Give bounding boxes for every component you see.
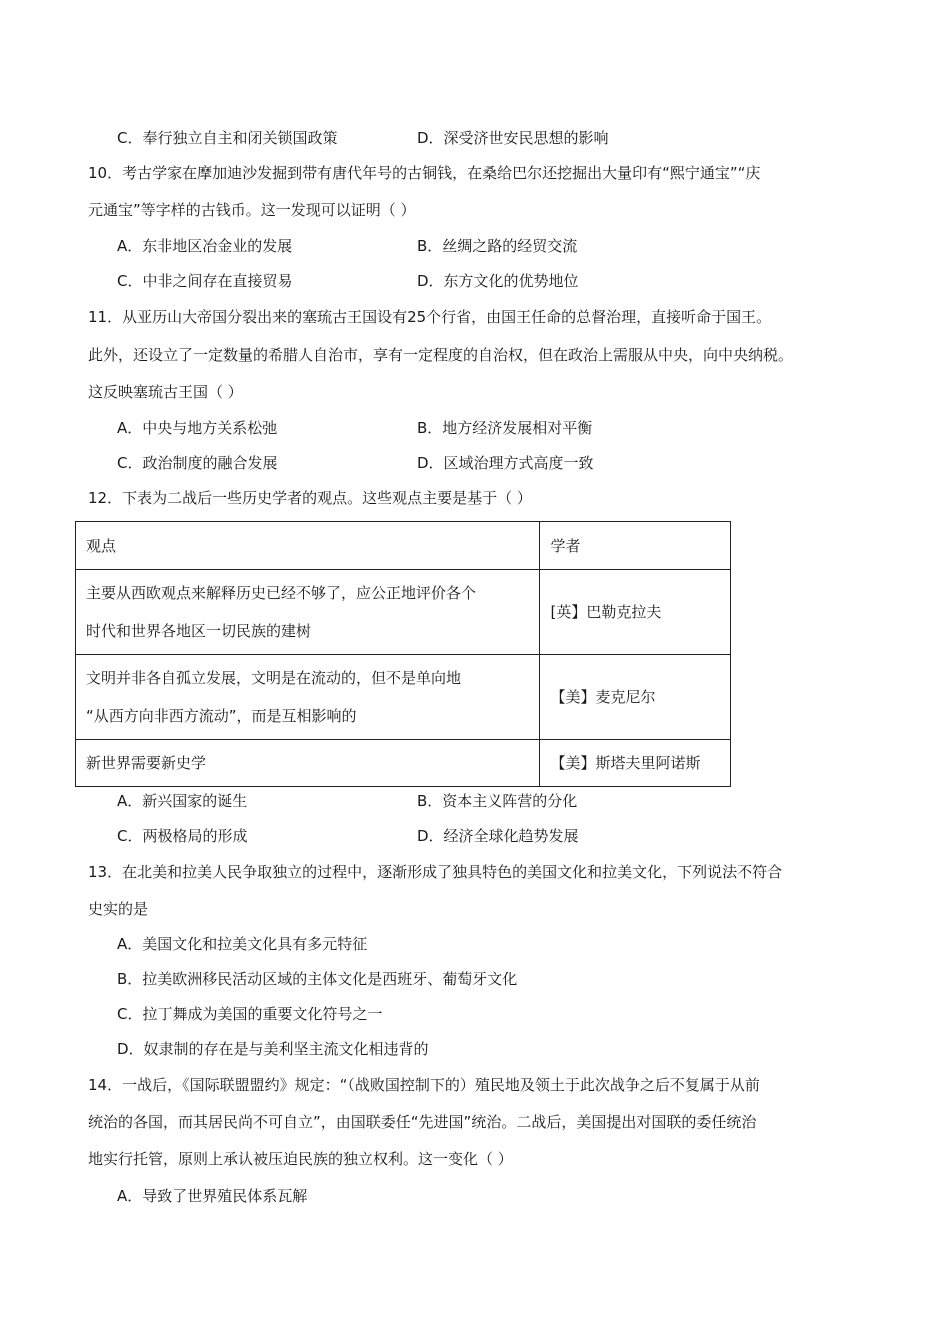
view-line: 主要从西欧观点来解释历史已经不够了，应公正地评价各个 — [86, 584, 477, 602]
q11-stem-line-2: 此外，还设立了一定数量的希腊人自治市，享有一定程度的自治权，但在政治上需服从中央，向中央纳税。 — [88, 346, 794, 364]
scholar-views-table — [75, 521, 731, 787]
q10-stem-line-2: 元通宝”等字样的古钱币。这一发现可以证明（ ） — [88, 201, 416, 219]
table-header-scholar: 学者 — [540, 522, 731, 570]
q12-option-c: C．两极格局的形成 — [117, 827, 248, 845]
table-cell-view — [76, 740, 540, 787]
q10-option-d: D．东方文化的优势地位 — [417, 272, 579, 290]
table-row — [76, 570, 731, 655]
table-row — [76, 655, 731, 740]
q12-option-a: A．新兴国家的诞生 — [117, 792, 248, 810]
view-line: 时代和世界各地区一切民族的建树 — [86, 622, 312, 640]
q11-option-c: C．政治制度的融合发展 — [117, 454, 278, 472]
table-cell-view — [76, 655, 540, 740]
q13-option-a: A．美国文化和拉美文化具有多元特征 — [117, 935, 368, 953]
q12-option-d: D．经济全球化趋势发展 — [417, 827, 579, 845]
q10-option-c: C．中非之间存在直接贸易 — [117, 272, 293, 290]
q11-stem-line-3: 这反映塞琉古王国（ ） — [88, 383, 243, 401]
q13-option-d: D．奴隶制的存在是与美利坚主流文化相违背的 — [117, 1040, 429, 1058]
table-cell-scholar: 【美】斯塔夫里阿诺斯 — [540, 740, 731, 787]
table-cell-scholar: 【美】麦克尼尔 — [540, 655, 731, 740]
q12-stem: 12．下表为二战后一些历史学者的观点。这些观点主要是基于（ ） — [88, 489, 532, 507]
q11-option-d: D．区域治理方式高度一致 — [417, 454, 594, 472]
q11-stem-line-1: 11．从亚历山大帝国分裂出来的塞琉古王国设有25个行省，由国王任命的总督治理，直接听命于国王。 — [88, 308, 772, 326]
view-line: 新世界需要新史学 — [86, 754, 207, 772]
q9-option-d: D．深受济世安民思想的影响 — [417, 129, 609, 147]
q11-option-b: B．地方经济发展相对平衡 — [417, 419, 593, 437]
table-row — [76, 740, 731, 787]
q13-stem-line-1: 13．在北美和拉美人民争取独立的过程中，逐渐形成了独具特色的美国文化和拉美文化，下列说法不符合 — [88, 863, 783, 881]
q14-stem-line-3: 地实行托管，原则上承认被压迫民族的独立权利。这一变化（ ） — [88, 1150, 513, 1168]
table-cell-scholar: [英】巴勒克拉夫 — [540, 570, 731, 655]
view-line: “从西方向非西方流动”，而是互相影响的 — [86, 707, 357, 725]
q14-option-a: A．导致了世界殖民体系瓦解 — [117, 1187, 308, 1205]
table-header-view: 观点 — [76, 522, 540, 570]
q9-option-c: C．奉行独立自主和闭关锁国政策 — [117, 129, 338, 147]
q10-stem-line-1: 10．考古学家在摩加迪沙发掘到带有唐代年号的古铜钱，在桑给巴尔还挖掘出大量印有“熙宁通宝”“庆 — [88, 164, 761, 182]
q14-stem-line-1: 14．一战后，《国际联盟盟约》规定：“（战败国控制下的）殖民地及领土于此次战争之后不复属于从前 — [88, 1076, 760, 1094]
q14-stem-line-2: 统治的各国，而其居民尚不可自立”，由国联委任“先进国”统治。二战后，美国提出对国联的委任统治 — [88, 1113, 757, 1131]
q13-option-b: B．拉美欧洲移民活动区域的主体文化是西班牙、葡萄牙文化 — [117, 970, 518, 988]
q13-option-c: C．拉丁舞成为美国的重要文化符号之一 — [117, 1005, 383, 1023]
q12-option-b: B．资本主义阵营的分化 — [417, 792, 578, 810]
table-cell-view — [76, 570, 540, 655]
table-header-row — [76, 522, 731, 570]
q10-option-b: B．丝绸之路的经贸交流 — [417, 237, 578, 255]
view-line: 文明并非各自孤立发展，文明是在流动的，但不是单向地 — [86, 669, 462, 687]
q10-option-a: A．东非地区冶金业的发展 — [117, 237, 293, 255]
q11-option-a: A．中央与地方关系松弛 — [117, 419, 278, 437]
q13-stem-line-2: 史实的是 — [88, 900, 149, 918]
